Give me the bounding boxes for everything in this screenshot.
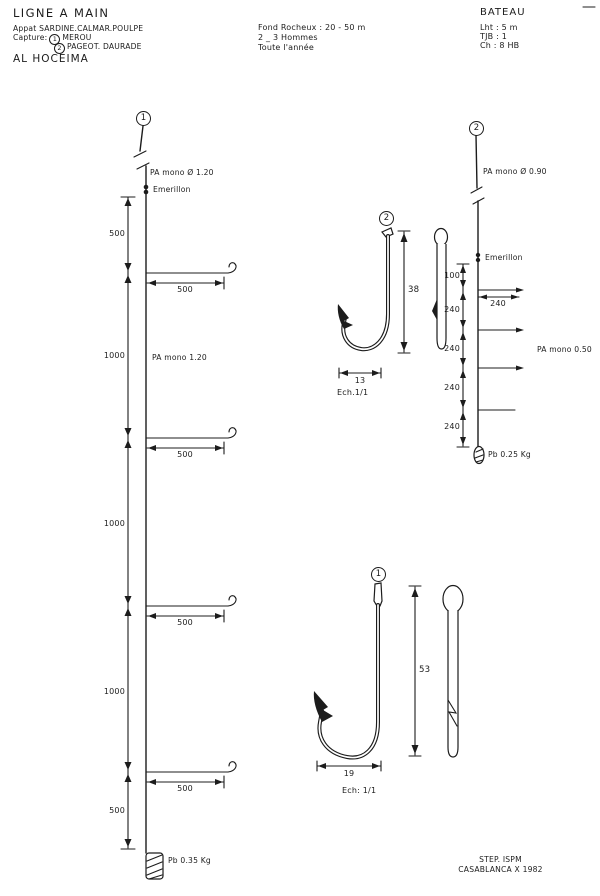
capture-1-badge: 1 <box>49 34 60 45</box>
hook-point-barb <box>314 691 333 722</box>
hook-1-height-dim: 53 <box>419 665 431 675</box>
trace-segment-dim-5: 240 <box>444 422 460 431</box>
bait-label: Appat SARDINE.CALMAR.POULPE <box>13 24 144 33</box>
swivel-symbol <box>476 253 480 257</box>
segment-dim-2: 1000 <box>103 351 125 360</box>
hook-1-profile-drawing <box>443 586 463 758</box>
capture-2-name: PAGEOT. DAURADE <box>67 42 142 51</box>
trace-branch-3 <box>478 366 524 371</box>
capture-2-badge: 2 <box>54 43 65 54</box>
main-line-material-label: PA mono 1.20 <box>152 353 207 362</box>
trace-segment-dim-2: 240 <box>444 305 460 314</box>
branch-dim-3: 500 <box>177 618 193 627</box>
branch-dim-4: 500 <box>177 784 193 793</box>
trace-segment-dim-1: 100 <box>444 271 460 280</box>
hook-1-front-drawing <box>314 583 421 771</box>
condition-season: Toute l'année <box>258 43 315 52</box>
location-label: AL HOCEIMA <box>13 53 89 65</box>
weight-2-label: Pb 0.25 Kg <box>488 450 531 459</box>
main-line-drawing <box>121 126 236 879</box>
swivel-symbol <box>144 185 149 190</box>
segment-dim-4: 1000 <box>103 687 125 696</box>
hook-point-barb <box>338 304 353 329</box>
branch-dim-2: 500 <box>177 450 193 459</box>
trace-branch-2 <box>478 328 524 333</box>
segment-dim-1: 500 <box>109 229 125 238</box>
hook-2-scale-label: Ech.1/1 <box>337 388 369 397</box>
main-line-number-badge: 1 <box>136 111 151 126</box>
main-line-swivel-label: Emerillon <box>153 185 191 194</box>
footer-org: STEP. ISPM <box>479 855 522 864</box>
trace-line-number-badge: 2 <box>469 121 484 136</box>
condition-depth: Fond Rocheux : 20 - 50 m <box>258 23 366 32</box>
hook-2-height-dim: 38 <box>408 285 420 295</box>
main-line-material-upper: PA mono Ø 1.20 <box>150 168 214 177</box>
hook-1-width-dim: 19 <box>343 769 355 778</box>
trace-segment-dim-3: 240 <box>444 344 460 353</box>
trace-branch-dim: 240 <box>490 299 506 308</box>
hook-1-number-badge: 1 <box>371 567 386 582</box>
hook-2-width-dim: 13 <box>354 376 366 385</box>
boat-tonnage: TJB : 1 <box>480 32 508 41</box>
trace-line-material-upper: PA mono Ø 0.90 <box>483 167 547 176</box>
boat-power: Ch : 8 HB <box>480 41 520 50</box>
condition-crew: 2 _ 3 Hommes <box>258 33 318 42</box>
trace-branch-1 <box>478 288 524 300</box>
hook-2-number-badge: 2 <box>379 211 394 226</box>
boat-title: BATEAU <box>480 7 526 18</box>
trace-segment-dim-4: 240 <box>444 383 460 392</box>
weight-2-drawing <box>474 447 484 464</box>
segment-dim-5: 500 <box>109 806 125 815</box>
page-title: LIGNE A MAIN <box>13 6 110 20</box>
branch-dim-1: 500 <box>177 285 193 294</box>
hook-2-front-drawing <box>338 228 410 378</box>
footer-place-date: CASABLANCA X 1982 <box>458 865 543 874</box>
trace-line-swivel-label: Emerillon <box>485 253 523 262</box>
hook-1-scale-label: Ech: 1/1 <box>342 786 377 795</box>
capture-label: Capture: <box>13 33 48 42</box>
weight-1-label: Pb 0.35 Kg <box>168 856 211 865</box>
trace-branch-material: PA mono 0.50 <box>537 345 592 354</box>
boat-length: Lht : 5 m <box>480 23 518 32</box>
segment-dim-3: 1000 <box>103 519 125 528</box>
capture-1-name: MEROU <box>62 33 92 42</box>
weight-1-drawing <box>146 853 163 879</box>
hook-2-profile-drawing <box>432 229 448 350</box>
